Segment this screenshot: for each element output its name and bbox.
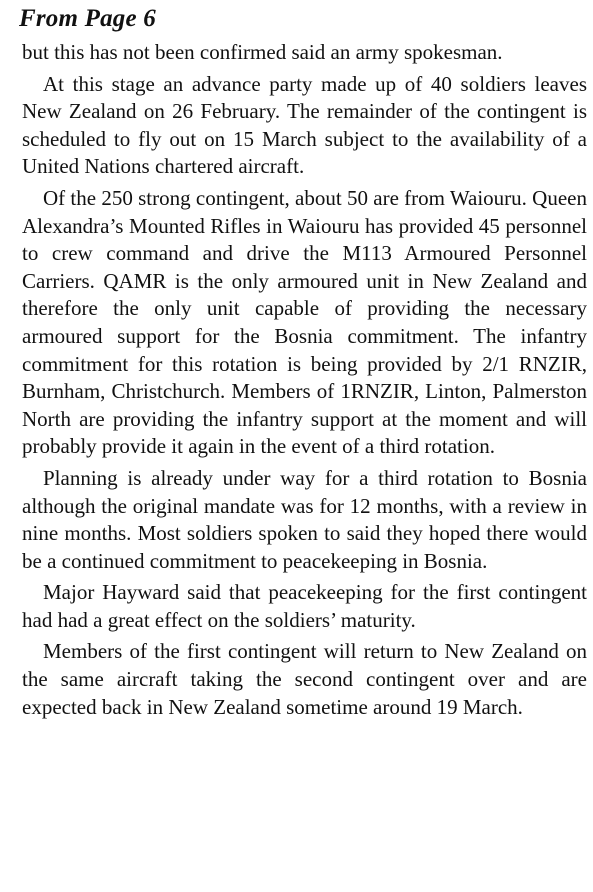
paragraph-4: Planning is already under way for a third rotation to Bosnia although the original mandate was for 12 months, with a review in nine months. Most soldiers spoken to said they hoped there would be a continued commitment to peacekeeping in Bosnia. (22, 465, 587, 573)
article-page (19, 4, 587, 725)
paragraph-6: Members of the first contingent will return to New Zealand on the same aircraft taking the second contingent over and are expected back in New Zealand sometime around 19 March. (22, 639, 587, 719)
paragraph-2: At this stage an advance party made up of 40 soldiers leaves New Zealand on 26 February. The remainder of the contingent is scheduled to fly out on 15 March subject to the availability of a United Nations chartered aircraft. (22, 71, 587, 179)
paragraph-1: but this has not been confirmed said an army spokesman. (22, 40, 503, 64)
continuation-heading: From Page 6 (19, 5, 156, 32)
paragraph-5: Major Hayward said that peacekeeping for the first contingent had had a great effect on the soldiers’ maturity. (22, 580, 587, 632)
paragraph-3: Of the 250 strong contingent, about 50 are from Waiouru. Queen Alexandra’s Mounted Rifles in Waiouru has provided 45 personnel to crew command and drive the M113 Armoured Personnel Carriers. QAMR is the only armoured unit in New Zealand and therefore the only unit capable of providing the necessary armoured support for the Bosnia commitment. The infantry commitment for this rotation is being provided by 2/1 RNZIR, Burnham, Christchurch. Members of 1RNZIR, Linton, Palmerston North are providing the infantry support at the moment and will probably provide it again in the event of a third rotation. (22, 185, 587, 459)
